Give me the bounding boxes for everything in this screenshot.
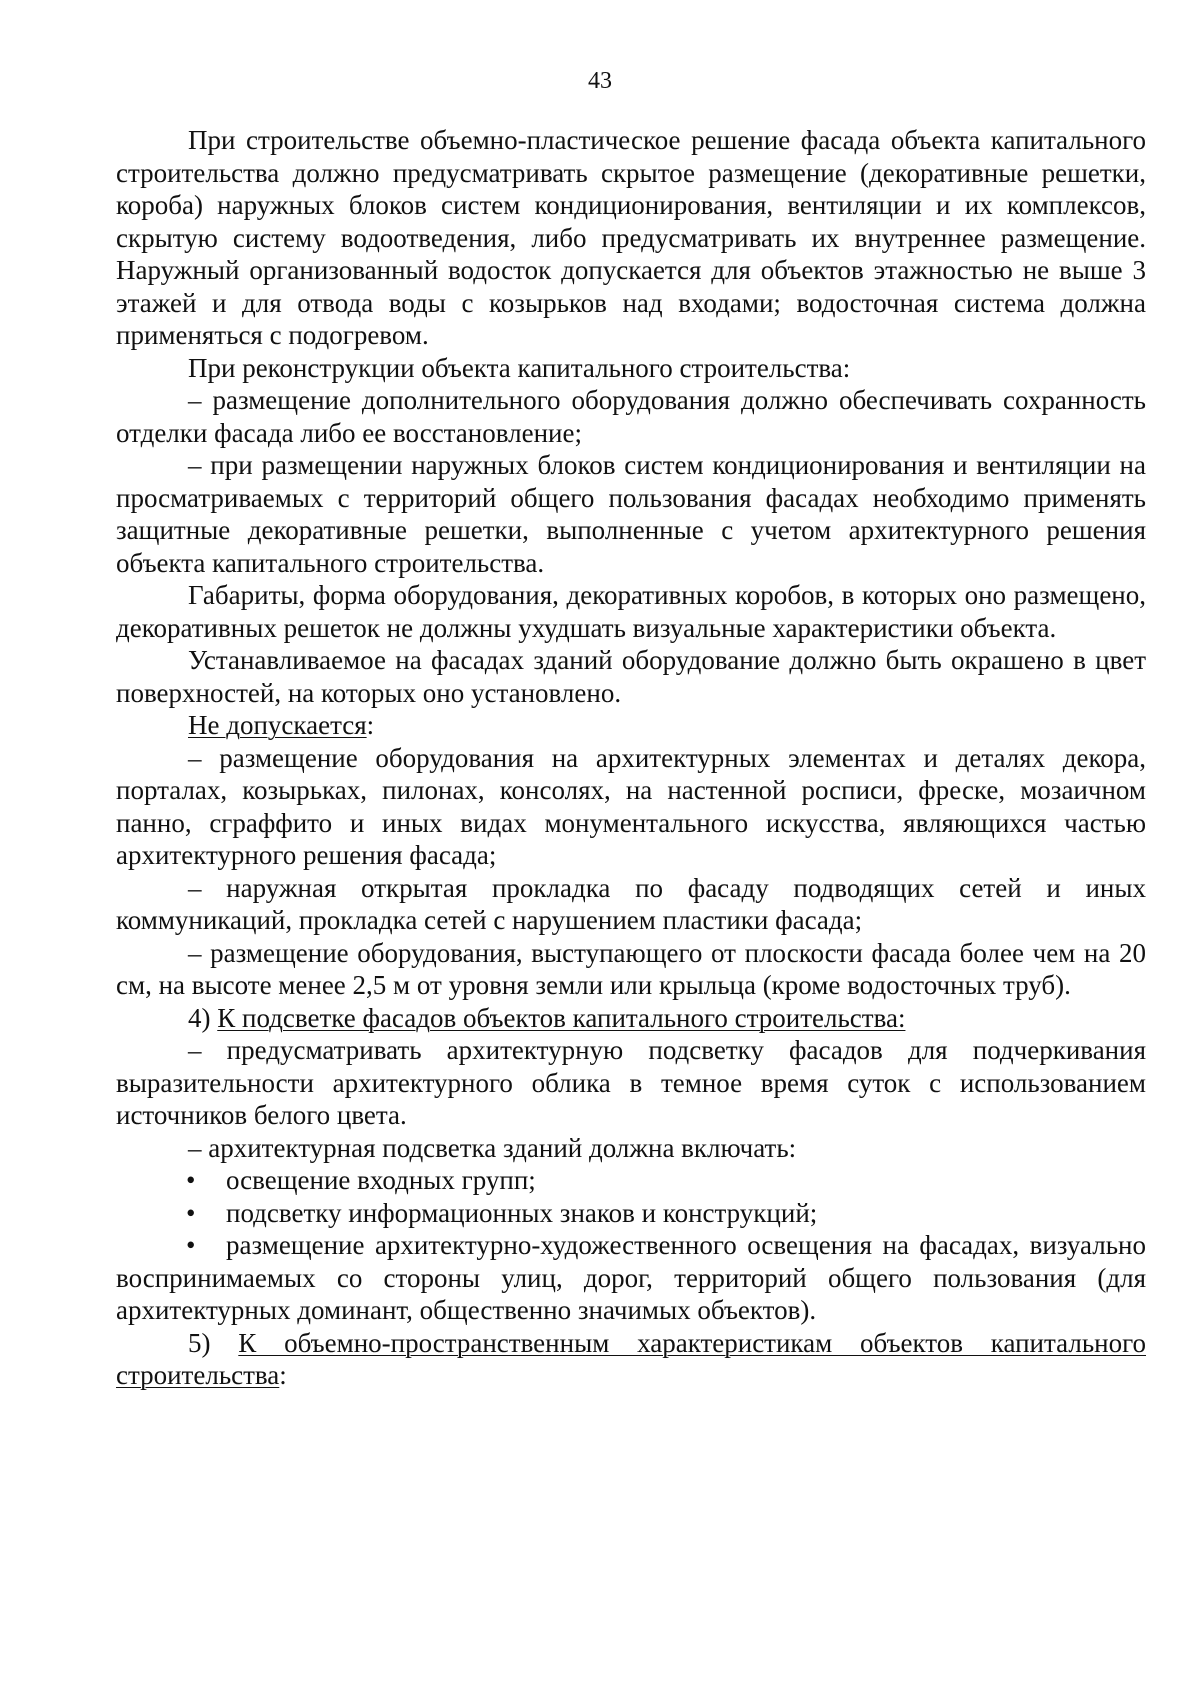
section-5-number: 5): [188, 1327, 239, 1358]
bullet-text: освещение входных групп;: [226, 1165, 536, 1195]
bullet-text: подсветку информационных знаков и конструкций;: [226, 1197, 818, 1228]
not-allowed-colon: :: [366, 710, 375, 740]
section-5-colon: :: [279, 1360, 287, 1390]
paragraph-protruding-equipment: – размещение оборудования, выступающего от плоскости фасада более чем на 20 см, на высоте менее 2,5 м от уровня земли или крыльца (кроме водосточных труб).: [116, 937, 1146, 1000]
paragraph-lighting-include: – архитектурная подсветка зданий должна включать:: [188, 1132, 797, 1163]
bullet-item: [116, 1197, 1146, 1230]
section-5-title: К объемно-пространственным характеристикам объектов капитального строительства: [116, 1327, 1146, 1390]
section-5-heading: [116, 1327, 1146, 1392]
document-body: [116, 124, 1146, 1392]
bullet-icon: •: [186, 1197, 196, 1228]
page-number: 43: [588, 68, 612, 94]
section-4-heading: [116, 1002, 1146, 1035]
paragraph-lighting-provide: – предусматривать архитектурную подсветку фасадов для подчеркивания выразительности архитектурного облика в темное время суток с использованием источников белого цвета.: [116, 1035, 1146, 1130]
paragraph-additional-equipment: – размещение дополнительного оборудования должно обеспечивать сохранность отделки фасада либо ее восстановление;: [116, 385, 1146, 448]
bullet-icon: •: [186, 1230, 196, 1260]
bullet-text: размещение архитектурно-художественного освещения на фасадах, визуально воспринимаемых со стороны улиц, дорог, территорий общего пользования (для архитектурных доминант, общественно значимых объектов).: [116, 1230, 1146, 1325]
paragraph-reconstruction-intro: При реконструкции объекта капитального строительства:: [188, 352, 851, 383]
section-4-title: К подсветке фасадов объектов капитального строительства:: [217, 1002, 906, 1033]
section-4-number: 4): [188, 1002, 218, 1033]
bullet-item: [116, 1229, 1146, 1327]
bullet-item: [116, 1164, 1146, 1197]
paragraph-construction: При строительстве объемно-пластическое решение фасада объекта капитального строительства должно предусматривать скрытое размещение (декоративные решетки, короба) наружных блоков систем кондиционирования, вентиляции и их комплексов, скрытую систему водоотведения, либо предусматривать их внутреннее размещение. Наружный организованный водосток допускается для объектов этажностью не выше 3 этажей и для отвода воды с козырьков над входами; водосточная система должна применяться с подогревом.: [116, 125, 1146, 350]
paragraph-open-routing: – наружная открытая прокладка по фасаду подводящих сетей и иных коммуникаций, прокладка сетей с нарушением пластики фасада;: [116, 872, 1146, 935]
not-allowed-label: Не допускается: [188, 710, 367, 740]
paragraph-dimensions: Габариты, форма оборудования, декоративных коробов, в которых оно размещено, декоративных решеток не должны ухудшать визуальные характеристики объекта.: [116, 580, 1146, 643]
bullet-icon: •: [186, 1165, 196, 1195]
paragraph-painting: Устанавливаемое на фасадах зданий оборудование должно быть окрашено в цвет поверхностей, на которых оно установлено.: [116, 645, 1146, 708]
paragraph-outdoor-units: – при размещении наружных блоков систем кондиционирования и вентиляции на просматриваемых с территорий общего пользования фасадах необходимо применять защитные декоративные решетки, выполненные с учетом архитектурного решения объекта капитального строительства.: [116, 450, 1146, 578]
paragraph-decor-elements: – размещение оборудования на архитектурных элементах и деталях декора, порталах, козырьках, пилонах, консолях, на настенной росписи, фреске, мозаичном панно, сграффито и иных видах монументального искусства, являющихся частью архитектурного решения фасада;: [116, 742, 1146, 870]
paragraph-not-allowed-heading: [116, 709, 1146, 742]
